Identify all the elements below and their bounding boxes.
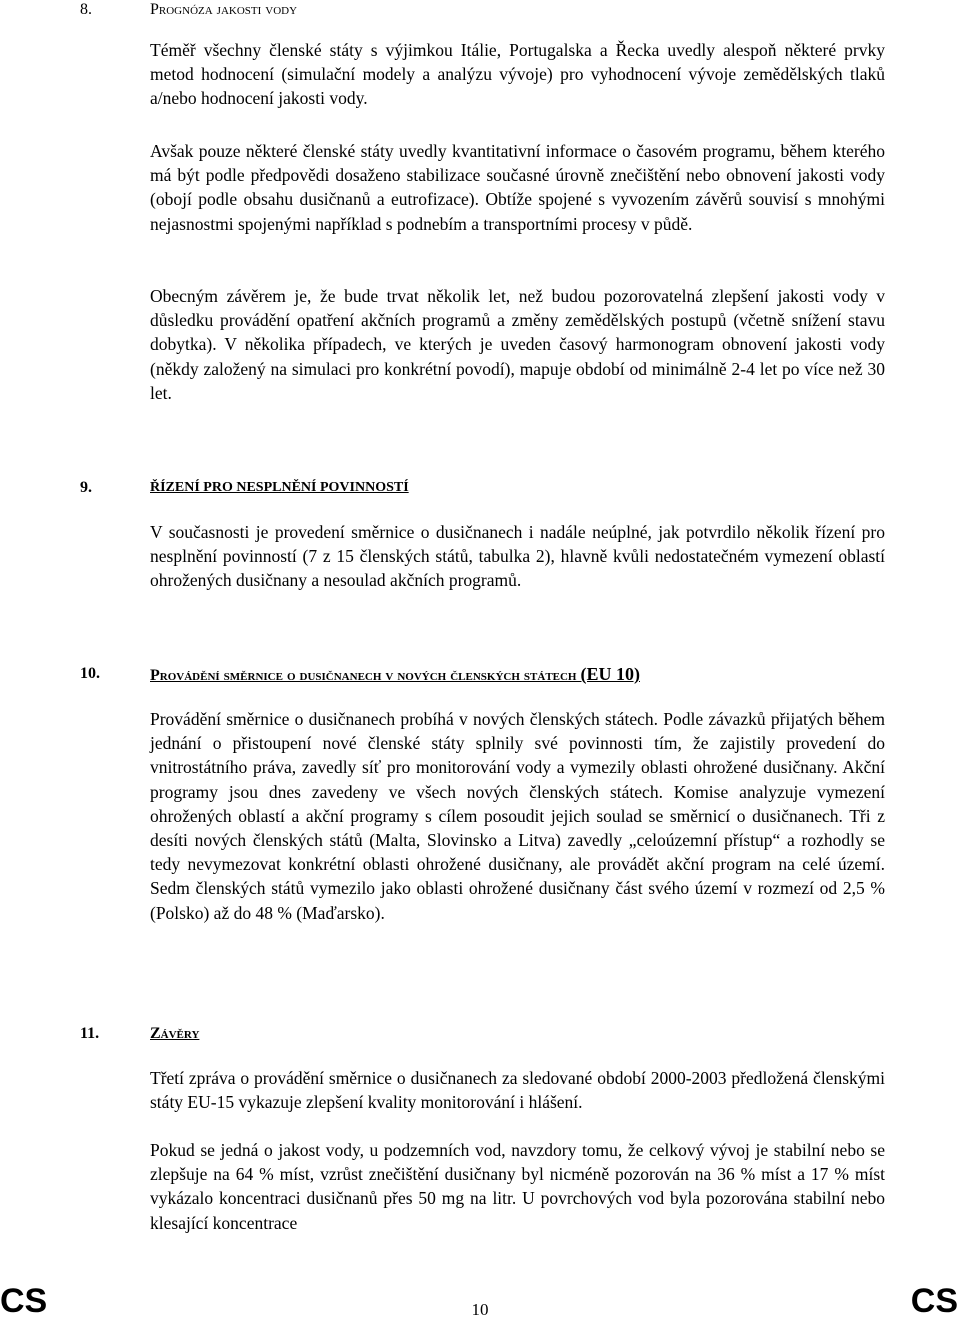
section-number: 11. — [80, 1025, 100, 1042]
section-number: 10. — [80, 665, 100, 682]
paragraph: V současnosti je provedení směrnice o dusičnanech i nadále neúplné, jak potvrdilo několik řízení pro nesplnění povinností (7 z 15 členských států, tabulka 2), hlavně kvůli nedostatečném vymezení oblastí ohrožených dusičnany a nesoulad akčních programů. — [150, 522, 885, 591]
footer-language-code-left: CS — [0, 1282, 48, 1320]
section-title: ŘÍZENÍ PRO NESPLNĚNÍ POVINNOSTÍ — [150, 480, 409, 495]
section-title: Závěry — [150, 1025, 200, 1042]
paragraph: Provádění směrnice o dusičnanech probíhá v nových členských státech. Podle závazků přijatých během jednání o přistoupení nové členské státy splnily své povinnosti tím, že zajistily provedení do vnitrostátního práva, zavedly síť pro monitorování vody a vymezily oblasti ohrožené dusičnany. Akční programy jsou dnes zavedeny ve všech nových členských státech. Komise analyzuje vymezení ohrožených oblastí a akční programy s cílem posoudit jejich soulad se směrnicí o dusičnanech. Tři z desíti nových členských států (Malta, Slovinsko a Litva) zavedly „celoúzemní přístup“ a rozhodly se tedy nevymezovat konkrétní oblasti ohrožené dusičnany, ale provádět akční program na celé území. Sedm členských států vymezilo jako oblasti ohrožené dusičnany část svého území v rozmezí od 2,5 % (Polsko) až do 48 % (Maďarsko). — [150, 709, 885, 923]
paragraph: Obecným závěrem je, že bude trvat několik let, než budou pozorovatelná zlepšení jakosti vody v důsledku provádění opatření akčních programů a změny zemědělských postupů (včetně snížení stavu dobytka). V několika případech, ve kterých je uveden časový harmonogram obnovení jakosti vody (někdy založený na simulaci pro konkrétní povodí), mapuje období od minimálně 2-4 let po více než 30 let. — [150, 286, 885, 403]
section-title: Provádění směrnice o dusičnanech v nových členských státech (EU 10) — [150, 664, 640, 684]
paragraph: Třetí zpráva o provádění směrnice o dusičnanech za sledované období 2000-2003 předložená členskými státy EU-15 vykazuje zlepšení kvality monitorování i hlášení. — [150, 1068, 885, 1113]
footer-language-code-right: CS — [910, 1282, 958, 1320]
paragraph: Avšak pouze některé členské státy uvedly kvantitativní informace o časovém programu, během kterého má být podle předpovědi dosaženo stabilizace současné úrovně znečištění nebo obnovení jakosti vody (obojí podle obsahu dusičnanů a eutrofizace). Obtíže spojené s vyvozením závěrů souvisí s mnohými nejasnostmi spojenými například s podnebím a transportními procesy v půdě. — [150, 141, 885, 234]
paragraph: Téměř všechny členské státy s výjimkou Itálie, Portugalska a Řecka uvedly alespoň některé prvky metod hodnocení (simulační modely a analýzu vývoje) pro vyhodnocení vývoje zemědělských tlaků a/nebo hodnocení jakosti vody. — [150, 40, 885, 109]
section-title: Prognóza jakosti vody — [150, 1, 298, 18]
page-number: 10 — [471, 1300, 489, 1319]
section-number: 8. — [80, 1, 92, 18]
section-number: 9. — [80, 479, 92, 496]
paragraph: Pokud se jedná o jakost vody, u podzemních vod, navzdory tomu, že celkový vývoj je stabilní nebo se zlepšuje na 64 % míst, vzrůst znečištění dusičnany byl nicméně pozorován na 36 % míst a 17 % míst vykázalo koncentraci dusičnanů přes 50 mg na litr. U povrchových vod byla pozorována stabilní nebo klesající koncentrace — [150, 1140, 885, 1233]
